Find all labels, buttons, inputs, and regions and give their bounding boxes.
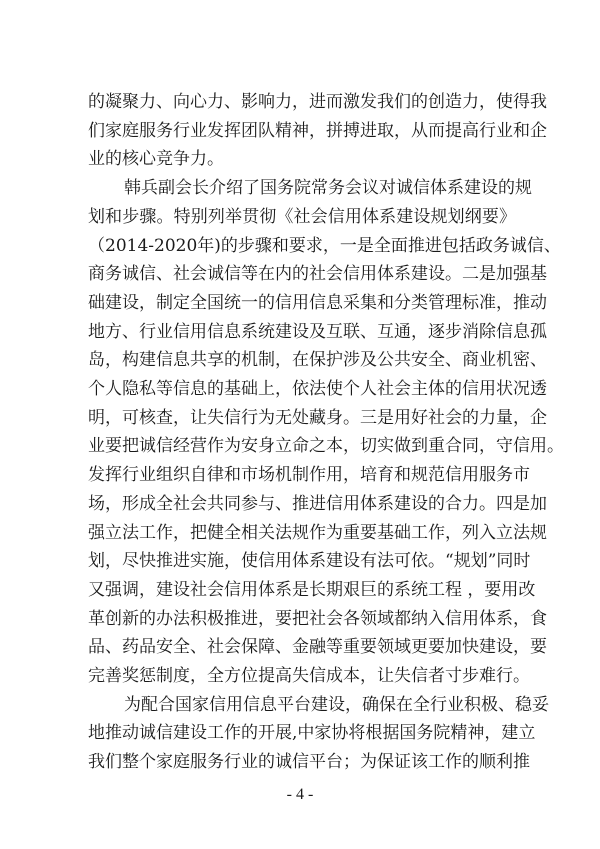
text-line: 场，形成全社会共同参与、推进信用体系建设的合力。四是加 [88,494,547,514]
text-line: 础建设，制定全国统一的信用信息采集和分类管理标准，推动 [88,293,547,313]
text-line: 明，可核查，让失信行为无处藏身。三是用好社会的力量，企 [88,408,547,428]
page-number: - 4 - [286,786,314,803]
text-line: 革创新的办法积极推进，要把社会各领域都纳入信用体系，食 [88,609,547,629]
text-line: 为配合国家信用信息平台建设，确保在全行业积极、稳妥 [124,695,549,715]
text-line: 个人隐私等信息的基础上，依法使个人社会主体的信用状况透 [88,379,547,399]
text-line: 岛，构建信息共享的机制，在保护涉及公共安全、商业机密、 [88,350,547,370]
text-line: 又强调，建设社会信用体系是长期艰巨的系统工程 ，要用改 [88,580,536,600]
text-line: 发挥行业组织自律和市场机制作用，培育和规范信用服务市 [88,465,530,485]
text-line: 韩兵副会长介绍了国务院常务会议对诚信体系建设的规 [124,178,532,198]
text-line: 商务诚信、社会诚信等在内的社会信用体系建设。二是加强基 [88,264,547,284]
text-line: 业要把诚信经营作为安身立命之本，切实做到重合同，守信用。 [88,436,564,456]
text-line: 完善奖惩制度，全方位提高失信成本，让失信者寸步难行。 [88,666,530,686]
text-line: 地方、行业信用信息系统建设及互联、互通，逐步消除信息孤 [88,322,547,342]
text-line: 们家庭服务行业发挥团队精神，拼搏进取，从而提高行业和企 [88,121,547,141]
text-line: （2014-2020年)的步骤和要求，一是全面推进包括政务诚信、 [88,236,561,256]
text-line: 强立法工作，把健全相关法规作为重要基础工作，列入立法规 [88,523,547,543]
text-line: 的凝聚力、向心力、影响力，进而激发我们的创造力，使得我 [88,92,547,112]
text-line: 划和步骤。特别列举贯彻《社会信用体系建设规划纲要》 [88,207,516,227]
text-line: 地推动诚信建设工作的开展,中家协将根据国务院精神，建立 [88,723,536,743]
text-line: 划，尽快推进实施，使信用体系建设有法可依。“规划”同时 [88,551,531,571]
text-line: 业的核心竞争力。 [88,149,224,169]
text-line: 品、药品安全、社会保障、金融等重要领域更要加快建设，要 [88,637,547,657]
text-line: 我们整个家庭服务行业的诚信平台；为保证该工作的顺利推 [88,752,530,772]
